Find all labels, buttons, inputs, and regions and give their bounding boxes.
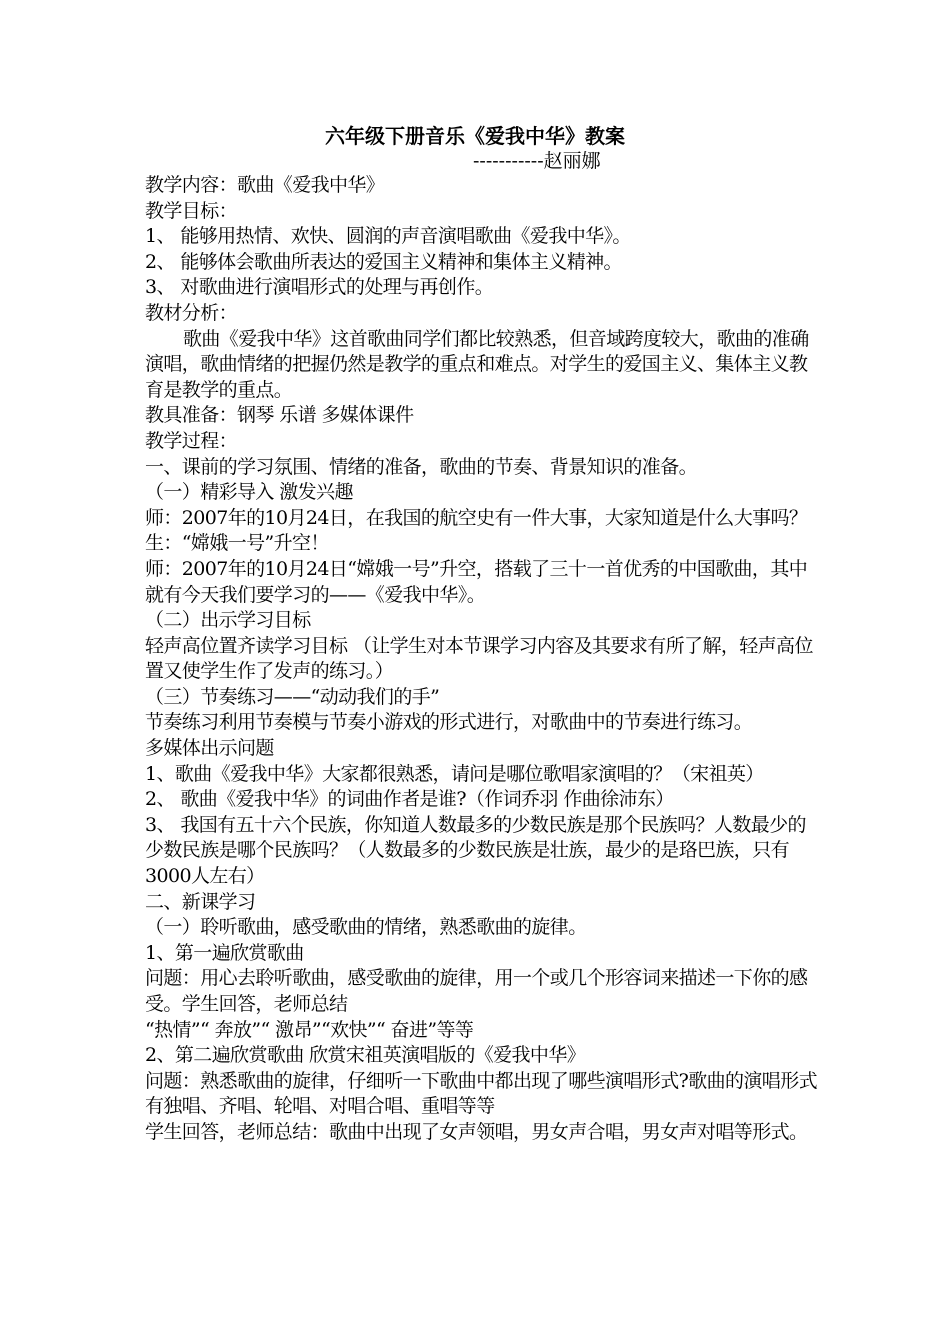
paragraph: “热情”“ 奔放”“ 激昂”“欢快”“ 奋进”等等 xyxy=(145,1018,474,1041)
sub-heading: （一）精彩导入 激发兴趣 xyxy=(145,481,353,504)
paragraph: 2、第二遍欣赏歌曲 欣赏宋祖英演唱版的《爱我中华》 xyxy=(145,1044,586,1067)
section-heading-process: 教学过程： xyxy=(145,429,238,452)
paragraph: 问题：用心去聆听歌曲，感受歌曲的旋律，用一个或几个形容词来描述一下你的感受。学生回答，老师总结 xyxy=(145,967,808,1015)
sub-heading: （二）出示学习目标 xyxy=(145,609,311,632)
objective-item: 3、 对歌曲进行演唱形式的处理与再创作。 xyxy=(145,276,494,299)
document-body xyxy=(145,173,817,1146)
dialogue-line: 师：2007年的10月24日，在我国的航空史有一件大事，大家知道是什么大事吗？ xyxy=(145,506,808,529)
objective-item: 2、 能够体会歌曲所表达的爱国主义精神和集体主义精神。 xyxy=(145,250,622,273)
author-line: -----------赵丽娜 xyxy=(473,150,601,172)
section-heading-analysis: 教材分析： xyxy=(145,301,238,324)
dialogue-line: 生：“嫦娥一号”升空！ xyxy=(145,532,329,555)
paragraph: 轻声高位置齐读学习目标 （让学生对本节课学习内容及其要求有所了解，轻声高位置又使学生作了发声的练习。） xyxy=(145,634,813,683)
sub-heading: （三）节奏练习——“动动我们的手” xyxy=(145,685,440,708)
paragraph: 1、第一遍欣赏歌曲 xyxy=(145,941,304,964)
sub-heading: （一）聆听歌曲，感受歌曲的情绪，熟悉歌曲的旋律。 xyxy=(145,916,587,939)
paragraph: 多媒体出示问题 xyxy=(145,737,274,760)
paragraph: 节奏练习利用节奏模与节奏小游戏的形式进行，对歌曲中的节奏进行练习。 xyxy=(145,711,753,734)
process-step-heading: 二、新课学习 xyxy=(145,890,256,913)
analysis-paragraph: 歌曲《爱我中华》这首歌曲同学们都比较熟悉，但音域跨度较大，歌曲的准确演唱，歌曲情绪的把握仍然是教学的重点和难点。对学生的爱国主义、集体主义教育是教学的重点。 xyxy=(145,327,809,401)
teaching-content: 教学内容：歌曲《爱我中华》 xyxy=(145,174,385,196)
objective-item: 1、 能够用热情、欢快、圆润的声音演唱歌曲《爱我中华》。 xyxy=(145,225,631,248)
question-item: 2、 歌曲《爱我中华》的词曲作者是谁?（作词乔羽 作曲徐沛东） xyxy=(145,788,674,811)
dialogue-line: 师：2007年的10月24日“嫦娥一号”升空，搭载了三十一首优秀的中国歌曲，其中就有今天我们要学习的——《爱我中华》。 xyxy=(145,557,808,606)
question-item: 3、 我国有五十六个民族，你知道人数最多的少数民族是那个民族吗？人数最少的少数民族是哪个民族吗？（人数最多的少数民族是壮族，最少的是珞巴族，只有3000人左右） xyxy=(145,813,806,888)
teaching-aids: 教具准备：钢琴 乐谱 多媒体课件 xyxy=(145,404,414,427)
document-title: 六年级下册音乐《爱我中华》教案 xyxy=(325,124,625,148)
process-step-heading: 一、课前的学习氛围、情绪的准备，歌曲的节奏、背景知识的准备。 xyxy=(145,455,698,478)
section-heading-objectives: 教学目标： xyxy=(145,199,238,222)
paragraph: 问题：熟悉歌曲的旋律，仔细听一下歌曲中都出现了哪些演唱形式?歌曲的演唱形式有独唱、齐唱、轮唱、对唱合唱、重唱等等 xyxy=(145,1069,817,1118)
paragraph: 学生回答，老师总结：歌曲中出现了女声领唱，男女声合唱，男女声对唱等形式。 xyxy=(145,1120,808,1143)
question-item: 1、歌曲《爱我中华》大家都很熟悉，请问是哪位歌唱家演唱的？（宋祖英） xyxy=(145,762,764,785)
